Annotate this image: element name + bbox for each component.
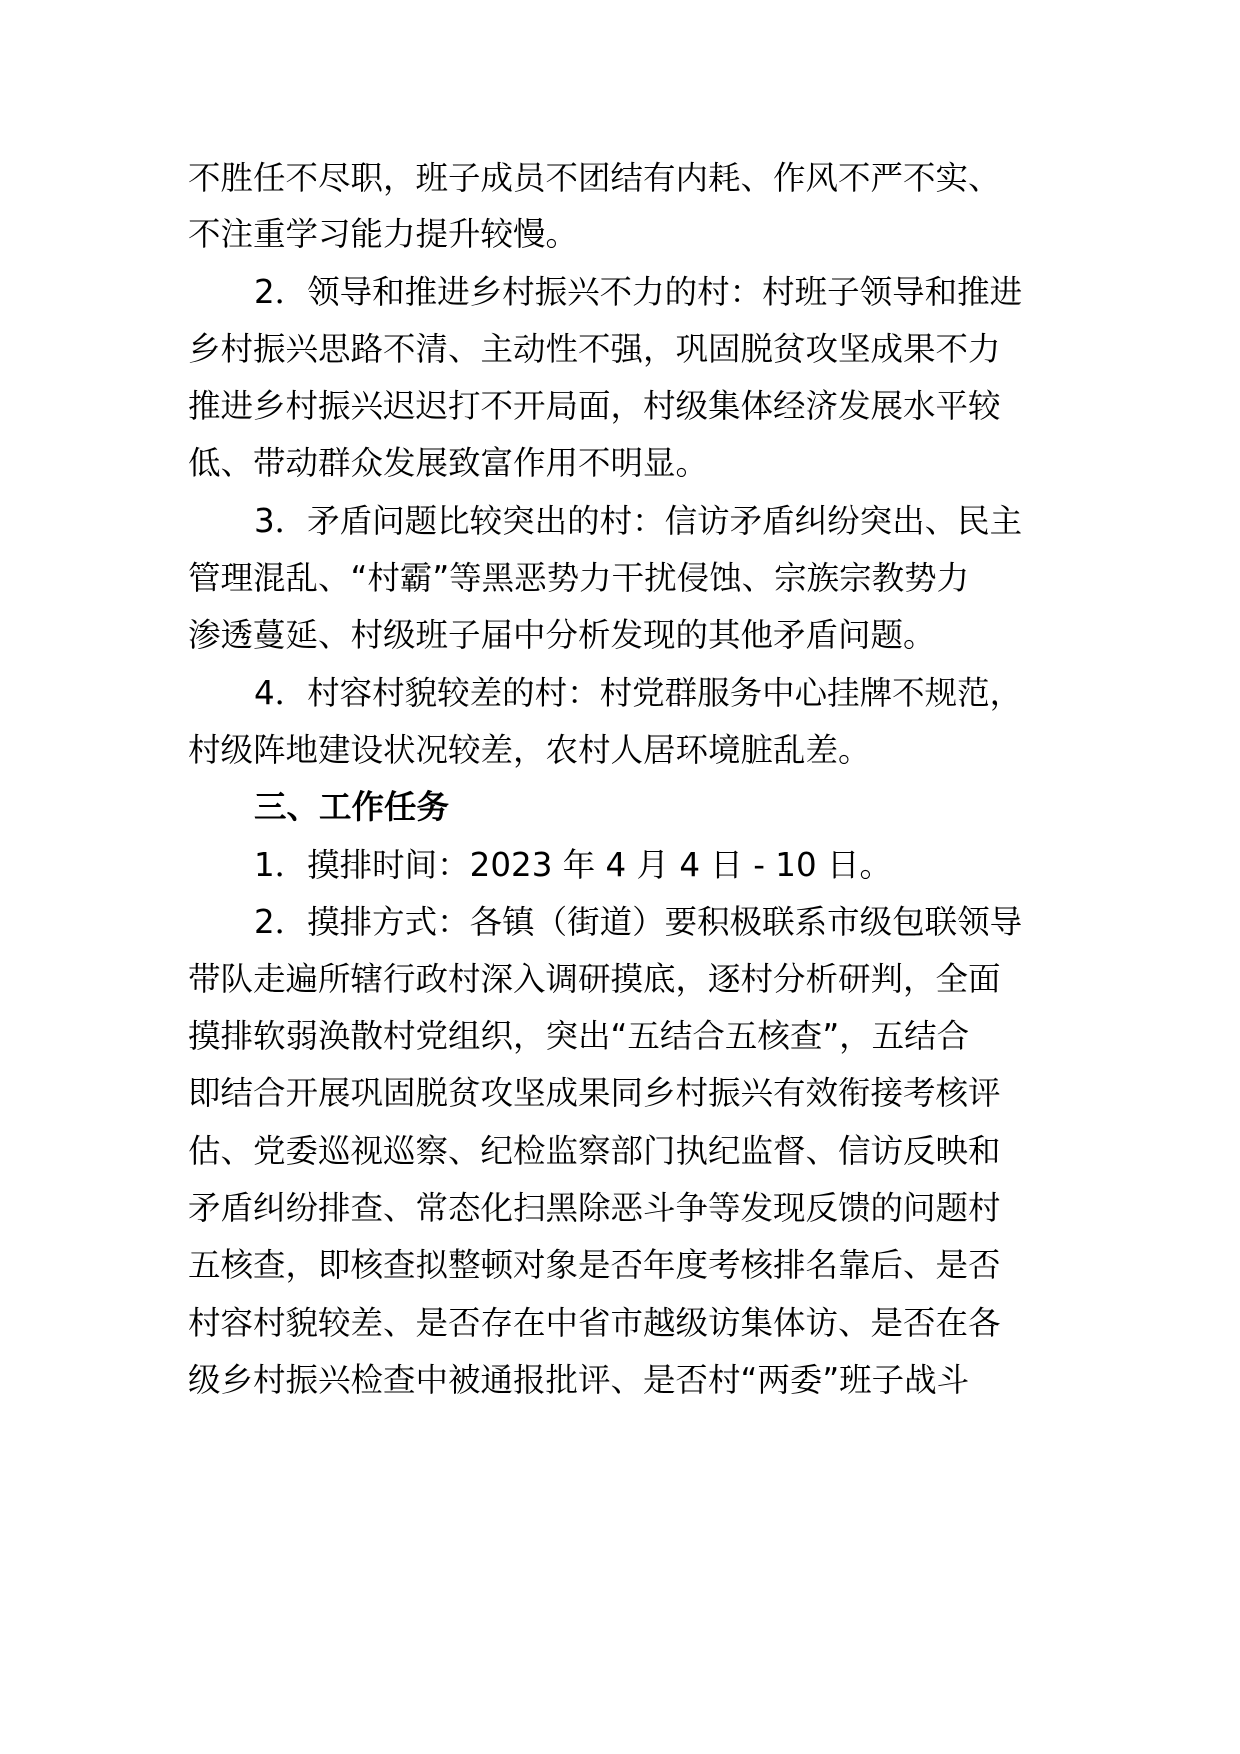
text-line: 2．摸排方式：各镇（街道）要积极联系市级包联领导 xyxy=(254,903,1023,941)
text-line: 推进乡村振兴迟迟打不开局面，村级集体经济发展水平较 xyxy=(188,387,1001,425)
text-line: 带队走遍所辖行政村深入调研摸底，逐村分析研判，全面 xyxy=(188,960,1001,998)
text-line: 渗透蔓延、村级班子届中分析发现的其他矛盾问题。 xyxy=(188,616,936,654)
text-line: 3．矛盾问题比较突出的村：信访矛盾纠纷突出、民主 xyxy=(254,502,1023,540)
text-line: 不胜任不尽职，班子成员不团结有内耗、作风不严不实、 xyxy=(188,159,1001,197)
text-line: 4．村容村貌较差的村：村党群服务中心挂牌不规范， xyxy=(254,674,1023,712)
text-line: 级乡村振兴检查中被通报批评、是否村“两委”班子战斗 xyxy=(188,1361,970,1399)
text-line: 不注重学习能力提升较慢。 xyxy=(188,215,579,253)
text-line: 即结合开展巩固脱贫攻坚成果同乡村振兴有效衔接考核评 xyxy=(188,1074,1001,1112)
text-line: 估、党委巡视巡察、纪检监察部门执纪监督、信访反映和 xyxy=(188,1132,1001,1170)
text-line: 管理混乱、“村霸”等黑恶势力干扰侵蚀、宗族宗教势力 xyxy=(188,559,970,597)
text-line: 村级阵地建设状况较差，农村人居环境脏乱差。 xyxy=(188,731,871,769)
section-heading: 三、工作任务 xyxy=(254,788,450,826)
text-line: 摸排软弱涣散村党组织，突出“五结合五核查”，五结合 xyxy=(188,1017,970,1055)
text-line: 2．领导和推进乡村振兴不力的村：村班子领导和推进 xyxy=(254,273,1023,311)
text-line: 五核查，即核查拟整顿对象是否年度考核排名靠后、是否 xyxy=(188,1246,1001,1284)
text-line: 矛盾纠纷排查、常态化扫黑除恶斗争等发现反馈的问题村 xyxy=(188,1189,1001,1227)
text-line: 1．摸排时间：2023 年 4 月 4 日 - 10 日。 xyxy=(254,846,892,884)
text-line: 乡村振兴思路不清、主动性不强，巩固脱贫攻坚成果不力 xyxy=(188,330,1001,368)
text-line: 村容村貌较差、是否存在中省市越级访集体访、是否在各 xyxy=(188,1304,1001,1342)
text-line: 低、带动群众发展致富作用不明显。 xyxy=(188,444,709,482)
